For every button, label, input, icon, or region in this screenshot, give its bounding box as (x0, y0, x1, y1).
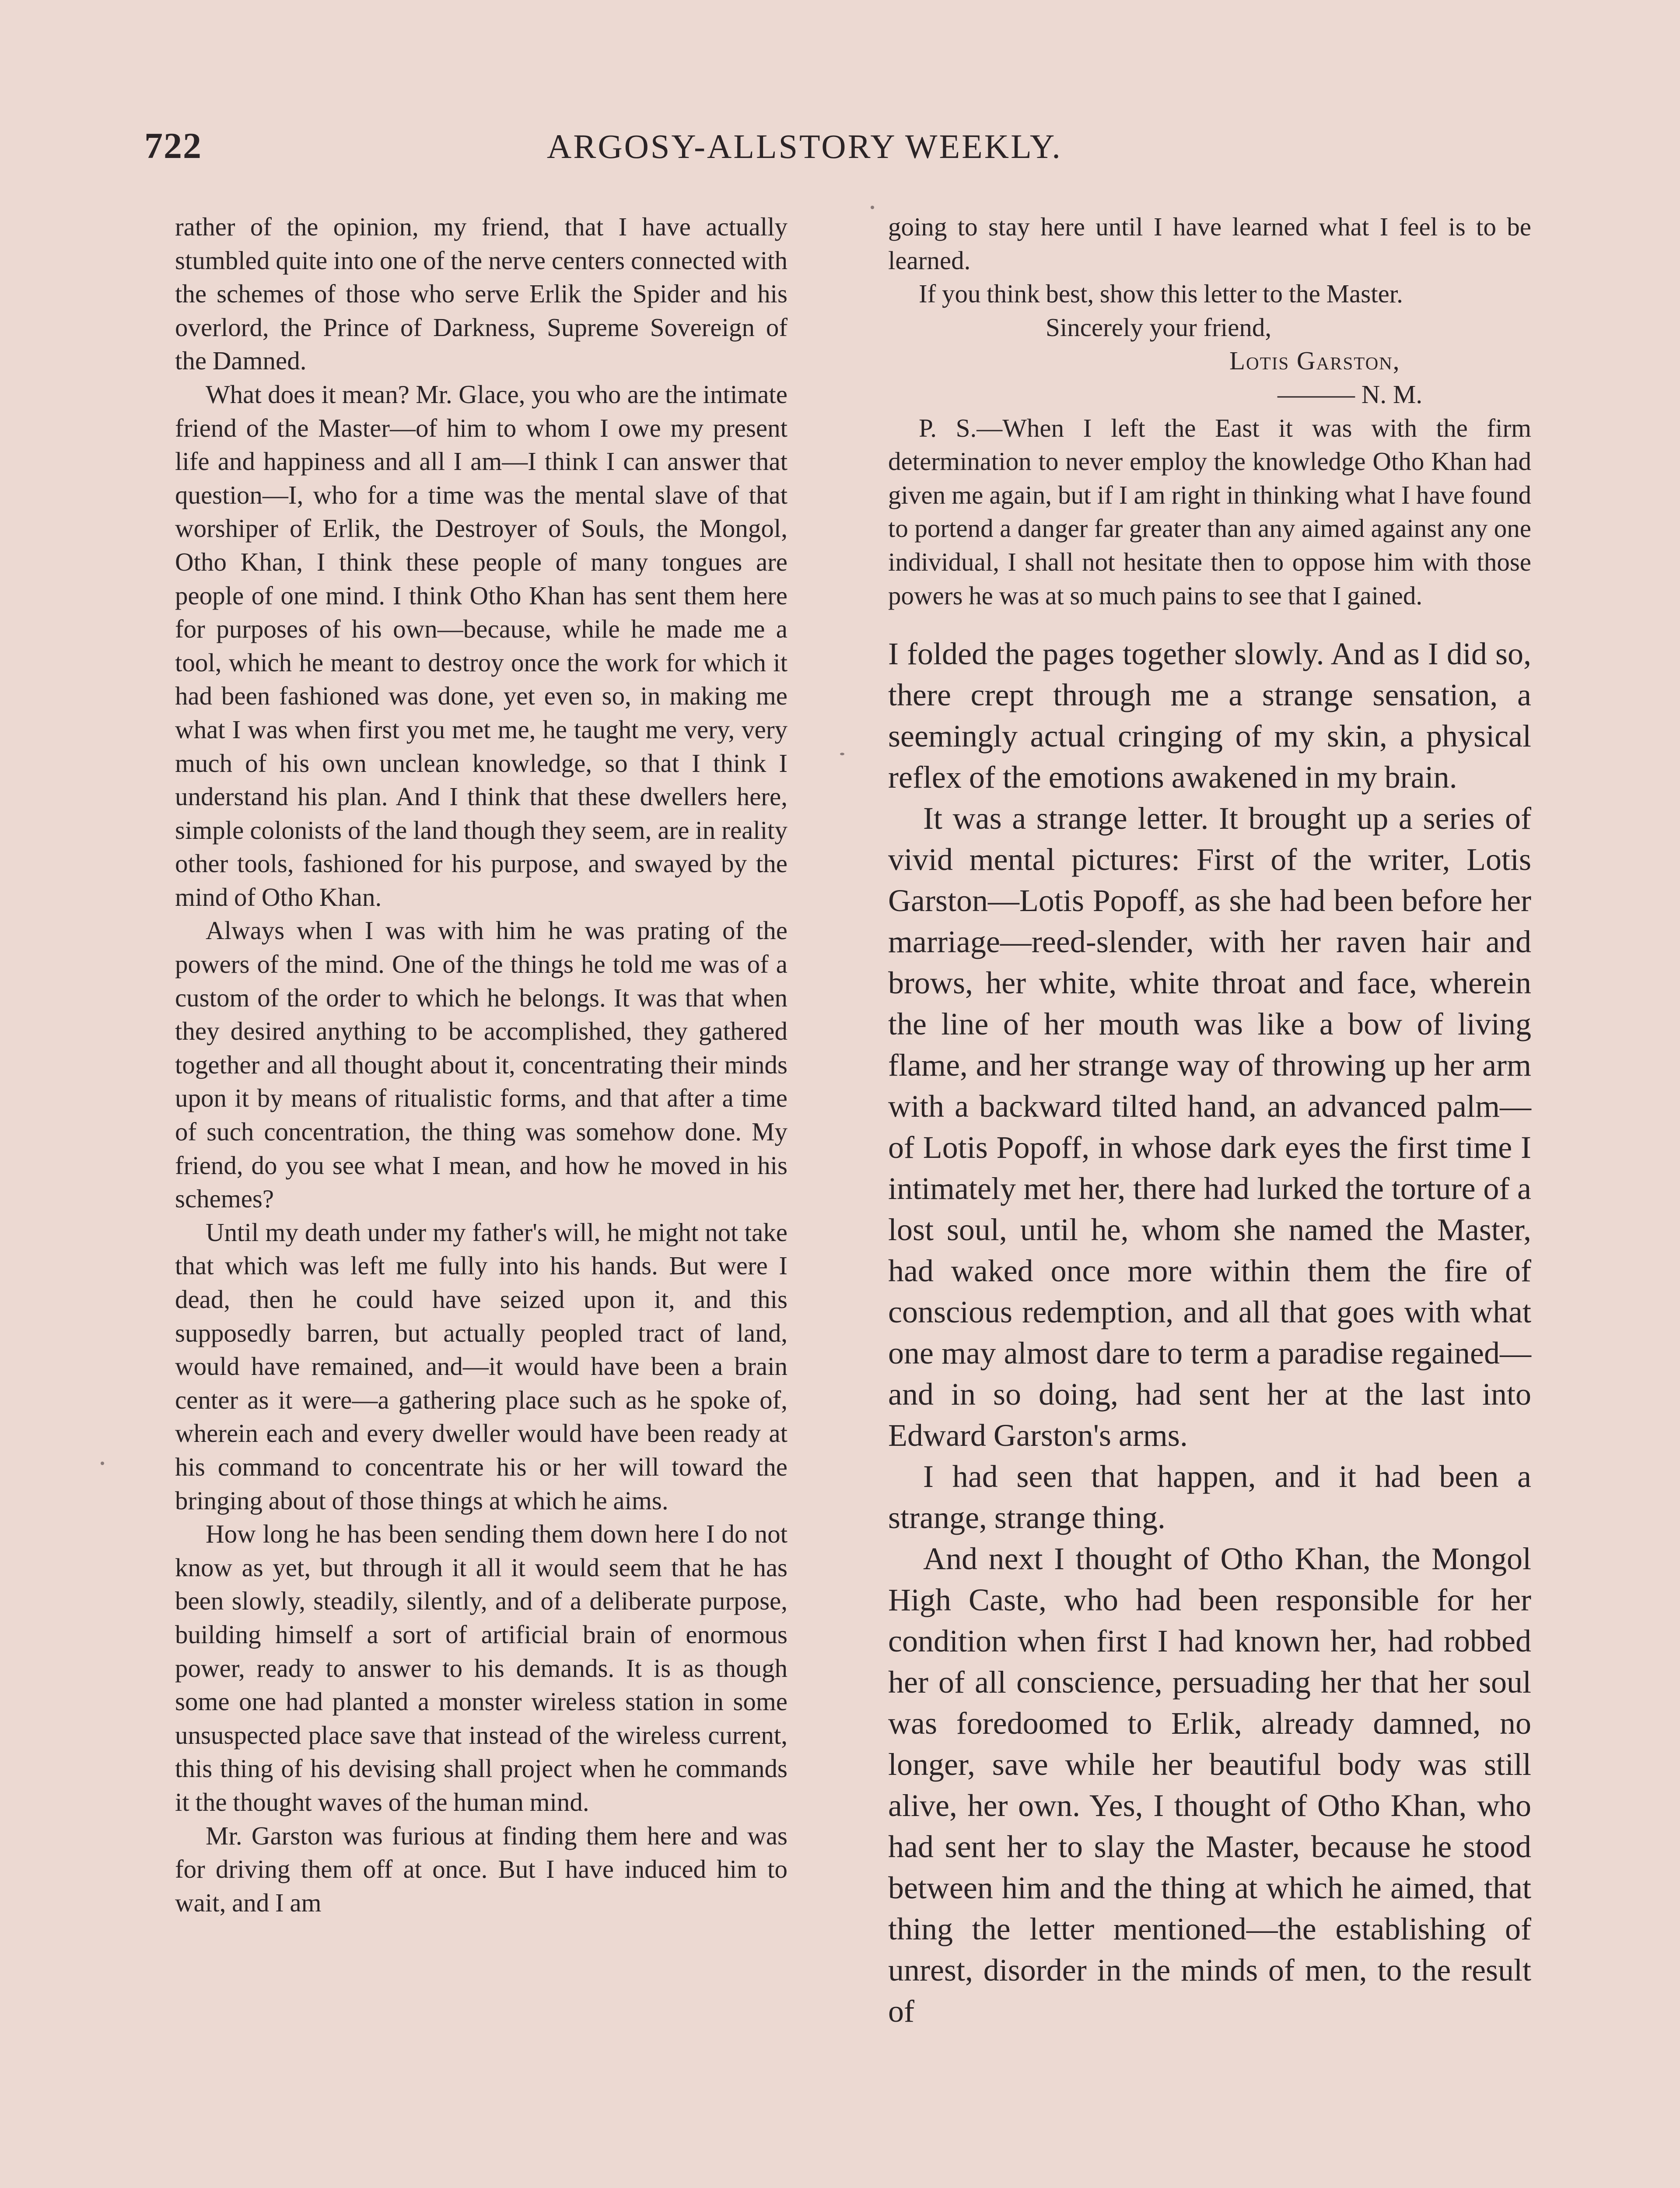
running-head: ARGOSY-ALLSTORY WEEKLY. (547, 127, 1062, 165)
postscript-section (888, 411, 1531, 613)
letter-initials: ——— N. M. (1278, 379, 1423, 409)
postscript-paragraph: P. S.—When I left the East it was with the firm determination to never employ the knowledge Otho Khan had given me again, but if I am right in thinking what I have found to portend a danger far greater than any aimed against any one individual, I shall not hesitate then to oppose him with those powers he was at so much pains to see that I gained. (888, 413, 1531, 610)
left-column (175, 210, 788, 1919)
narrative-paragraph: It was a strange letter. It brought up a series of vivid mental pictures: First of the writer, Lotis Garston—Lotis Popoff, as she had been before her marriage—reed-slender, with her raven hair and brows, her white, white throat and face, wherein the line of her mouth was like a bow of living flame, and her strange way of throwing up her arm with a backward tilted hand, an advanced palm—of Lotis Popoff, in whose dark eyes the first time I intimately met her, there had lurked the torture of a lost soul, until he, whom she named the Master, had waked once more within them the fire of conscious redemption, and all that goes with what one may almost dare to term a paradise regained—and in so doing, had sent her at the last into Edward Garston's arms. (888, 801, 1531, 1453)
letter-signature: Lotis Garston, (1229, 346, 1400, 375)
narrative-paragraph: I folded the pages together slowly. And as I did so, there crept through me a strange sensation, a seemingly actual cringing of my skin, a physical reflex of the emotions awakened in my brain. (888, 636, 1531, 795)
body-paragraph: Always when I was with him he was prating of the powers of the mind. One of the things he told me was of a custom of the order to which he belongs. It was that when they desired anything to be accomplished, they gathered together and all thought about it, concentrating their minds upon it by means of ritualistic forms, and that after a time of such concentration, the thing was somehow done. My friend, do you see what I mean, and how he moved in his schemes? (175, 916, 788, 1213)
right-column (888, 210, 1531, 2032)
letter-closing: Sincerely your friend, (1046, 312, 1272, 342)
page-number: 722 (144, 126, 202, 166)
body-paragraph: How long he has been sending them down here I do not know as yet, but through it all it would seem that he has been slowly, steadily, silently, and of a deliberate purpose, building himself a sort of artificial brain of enormous power, ready to answer to his demands. It is as though some one had planted a monster wireless station in some unsuspected place save that instead of the wireless current, this thing of his devising shall project when he commands it the thought waves of the human mind. (175, 1519, 788, 1816)
letter-section (888, 210, 1531, 311)
print-speck (840, 753, 844, 755)
print-speck (101, 1462, 104, 1465)
narrative-paragraph: And next I thought of Otho Khan, the Mongol High Caste, who had been responsible for her condition when first I had known her, had robbed her of all conscience, persuading her that her soul was foredoomed to Erlik, already damned, no longer, save while her beautiful body was still alive, her own. Yes, I thought of Otho Khan, who had sent her to slay the Master, because he stood between him and the thing at which he aimed, that thing the letter mentioned—the establishing of unrest, disorder in the minds of men, to the result of (888, 1541, 1531, 2029)
letter-paragraph: going to stay here until I have learned what I feel is to be learned. (888, 212, 1531, 275)
body-paragraph: Mr. Garston was furious at finding them here and was for driving them off at once. But I have induced him to wait, and I am (175, 1821, 788, 1917)
print-speck (871, 206, 874, 209)
body-paragraph: Until my death under my father's will, he might not take that which was left me fully into his hands. But were I dead, then he could have seized upon it, and this supposedly barren, but actually peopled tract of land, would have remained, and—it would have been a brain center as it were—a gathering place such as he spoke of, wherein each and every dweller would have been ready at his command to concentrate his or her will toward the bringing about of those things at which he aims. (175, 1217, 788, 1515)
body-paragraph: rather of the opinion, my friend, that I have actually stumbled quite into one of the nerve centers connected with the schemes of those who serve Erlik the Spider and his overlord, the Prince of Darkness, Supreme Sovereign of the Damned. (175, 212, 788, 375)
narrative-section (888, 633, 1531, 2032)
narrative-paragraph: I had seen that happen, and it had been a strange, strange thing. (888, 1459, 1531, 1536)
letter-paragraph: If you think best, show this letter to the Master. (919, 279, 1403, 309)
body-paragraph: What does it mean? Mr. Glace, you who are the intimate friend of the Master—of him to whom I owe my present life and happiness and all I am—I think I can answer that question—I, who for a time was the mental slave of that worshiper of Erlik, the Destroyer of Souls, the Mongol, Otho Khan, I think these people of many tongues are people of one mind. I think Otho Khan has sent them here for purposes of his own—because, while he made me a tool, which he meant to destroy once the work for which it had been fashioned was done, yet even so, in making me what I was when first you met me, he taught me very, very much of his own unclean knowledge, so that I think I understand his plan. And I think that these dwellers here, simple colonists of the land though they seem, are in reality other tools, fashioned for his purpose, and swayed by the mind of Otho Khan. (175, 379, 788, 912)
